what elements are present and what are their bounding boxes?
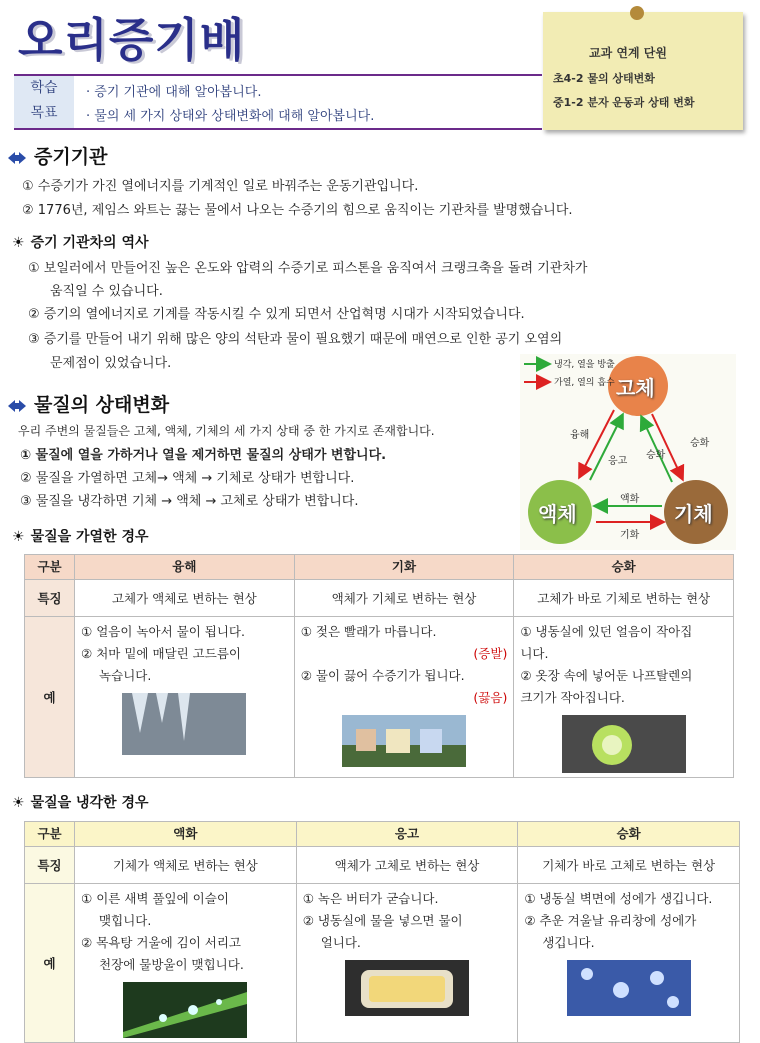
note-line-1: 초4-2 물의 상태변화 <box>553 72 655 85</box>
table-row <box>25 847 740 884</box>
example-line: ① 젖은 빨래가 마릅니다. <box>300 624 437 639</box>
state-item-1: ① 물질에 열을 가하거나 열을 제거하면 물질의 상태가 변합니다. <box>20 448 387 463</box>
history-item-1-cont: 움직일 수 있습니다. <box>50 284 163 299</box>
table-row <box>25 884 740 1043</box>
gas-label: 기체 <box>674 502 713 526</box>
table-header: 기화 <box>294 555 514 580</box>
row-label: 예 <box>25 617 75 778</box>
page-title: 오리증기배 <box>18 13 246 67</box>
table-row <box>25 580 734 617</box>
history-item-1: ① 보일러에서 만들어진 높은 온도와 압력의 수증기로 피스톤을 움직여서 크랭크축을 돌려 기관차가 <box>28 261 588 276</box>
table-cell <box>514 617 734 778</box>
table-header-row <box>25 555 734 580</box>
vaporization-label: 기화 <box>620 530 640 541</box>
row-label: 특징 <box>25 580 75 617</box>
row-label: 예 <box>25 884 75 1043</box>
example-line: 니다. <box>520 646 549 661</box>
example-line: ② 추운 겨울날 유리창에 성에가 <box>524 913 697 928</box>
sublimation-label-1: 승화 <box>646 450 666 461</box>
table-cell <box>294 617 514 778</box>
table-cell: 고체가 액체로 변하는 현상 <box>75 580 295 617</box>
table-header: 융해 <box>75 555 295 580</box>
legend-absorb: 가열, 열의 흡수 <box>554 378 615 388</box>
state-item-2: ② 물질을 가열하면 고체→ 액체 → 기체로 상태가 변합니다. <box>20 471 355 486</box>
section-state-change-heading <box>8 390 169 417</box>
table-header: 구분 <box>25 555 75 580</box>
table-header: 승화 <box>518 822 740 847</box>
example-line: ① 이른 새벽 풀잎에 이슬이 <box>81 891 229 906</box>
steam-item-1: ① 수증기가 가진 열에너지를 기계적인 일로 바꿔주는 운동기관입니다. <box>22 179 419 194</box>
example-line: ② 냉동실에 물을 넣으면 물이 <box>302 913 463 928</box>
state-item-3: ③ 물질을 냉각하면 기체 → 액체 → 고체로 상태가 변합니다. <box>20 494 359 509</box>
legend-release: 냉각, 열을 방출 <box>554 360 615 370</box>
curriculum-note <box>543 12 743 130</box>
table-cell <box>75 617 295 778</box>
melting-label: 융해 <box>570 430 590 441</box>
state-change-diagram <box>520 354 736 550</box>
sun-icon: ☀ <box>12 795 25 811</box>
table-cell: 액체가 기체로 변하는 현상 <box>294 580 514 617</box>
cooling-heading <box>12 792 149 812</box>
section-history-heading <box>12 232 149 252</box>
heating-table <box>24 554 734 778</box>
example-line: 얼니다. <box>320 935 361 950</box>
example-line: 생깁니다. <box>542 935 595 950</box>
section-title: 물질의 상태변화 <box>34 394 170 416</box>
example-line: 크기가 작아집니다. <box>520 690 625 705</box>
solid-label: 고체 <box>616 376 655 400</box>
learning-goals <box>14 74 542 130</box>
pushpin-icon <box>630 6 644 20</box>
example-line: 맺힙니다. <box>99 913 152 928</box>
goal-1: · 증기 기관에 대해 알아봅니다. <box>86 85 262 100</box>
example-tag: (끓음) <box>473 690 508 705</box>
frost-photo <box>567 960 691 1016</box>
note-title: 교과 연계 단원 <box>589 46 667 60</box>
history-item-3: ③ 증기를 만들어 내기 위해 많은 양의 석탄과 물이 필요했기 때문에 매연으로 인한 공기 오염의 <box>28 332 563 347</box>
example-line: ② 처마 밑에 매달린 고드름이 <box>81 646 241 661</box>
table-cell: 기체가 액체로 변하는 현상 <box>75 847 297 884</box>
row-label: 특징 <box>25 847 75 884</box>
example-line: ① 녹은 버터가 굳습니다. <box>302 891 439 906</box>
table-cell <box>75 884 297 1043</box>
example-line: ② 목욕탕 거울에 김이 서리고 <box>81 935 241 950</box>
history-item-2: ② 증기의 열에너지로 기계를 작동시킬 수 있게 되면서 산업혁명 시대가 시작되었습니다. <box>28 307 525 322</box>
goal-2: · 물의 세 가지 상태와 상태변화에 대해 알아봅니다. <box>86 109 375 124</box>
laundry-photo <box>342 715 466 767</box>
table-cell <box>518 884 740 1043</box>
double-arrow-icon <box>8 152 26 164</box>
example-line: ① 얼음이 녹아서 물이 됩니다. <box>81 624 245 639</box>
table-header: 구분 <box>25 822 75 847</box>
sublimation-label-2: 승화 <box>690 438 710 449</box>
history-item-3-cont: 문제점이 있었습니다. <box>50 356 172 371</box>
example-line: ② 옷장 속에 넣어둔 나프탈렌의 <box>520 668 693 683</box>
section-title: 증기기관 <box>34 146 108 168</box>
table-header: 액화 <box>75 822 297 847</box>
freezing-label: 응고 <box>608 456 628 467</box>
heating-heading <box>12 526 149 546</box>
table-cell: 액체가 고체로 변하는 현상 <box>296 847 518 884</box>
section-steam-engine-heading <box>8 142 107 169</box>
liquid-label: 액체 <box>538 502 577 526</box>
section-title: 물질을 가열한 경우 <box>30 529 149 545</box>
table-cell: 고체가 바로 기체로 변하는 현상 <box>514 580 734 617</box>
double-arrow-icon <box>8 400 26 412</box>
example-tag: (증발) <box>473 646 508 661</box>
naphthalene-photo <box>562 715 686 773</box>
goals-label-box <box>14 76 74 128</box>
example-line: 녹습니다. <box>99 668 152 683</box>
table-header: 승화 <box>514 555 734 580</box>
steam-item-2: ② 1776년, 제임스 와트는 끓는 물에서 나오는 수증기의 힘으로 움직이는 기관차를 발명했습니다. <box>22 203 573 218</box>
dew-photo <box>123 982 247 1038</box>
section-title: 증기 기관차의 역사 <box>30 235 149 251</box>
table-cell <box>296 884 518 1043</box>
goals-label-1: 학습 <box>30 80 58 96</box>
table-header: 응고 <box>296 822 518 847</box>
table-header-row <box>25 822 740 847</box>
table-row <box>25 617 734 778</box>
liquefaction-label: 액화 <box>620 494 640 505</box>
butter-photo <box>345 960 469 1016</box>
sun-icon: ☀ <box>12 529 25 545</box>
state-intro: 우리 주변의 물질들은 고체, 액체, 기체의 세 가지 상태 중 한 가지로 존재합니다. <box>18 424 435 438</box>
sun-icon: ☀ <box>12 235 25 251</box>
note-line-2: 중1-2 분자 운동과 상태 변화 <box>553 96 695 109</box>
example-line: ② 물이 끓어 수증기가 됩니다. <box>300 668 465 683</box>
table-cell: 기체가 바로 고체로 변하는 현상 <box>518 847 740 884</box>
example-line: ① 냉동실에 있던 얼음이 작아집 <box>520 624 693 639</box>
section-title: 물질을 냉각한 경우 <box>30 795 149 811</box>
goals-label-2: 목표 <box>30 105 58 121</box>
cooling-table <box>24 821 740 1043</box>
example-line: ① 냉동실 벽면에 성에가 생깁니다. <box>524 891 713 906</box>
icicle-photo <box>122 693 246 755</box>
example-line: 천장에 물방울이 맺힙니다. <box>99 957 244 972</box>
